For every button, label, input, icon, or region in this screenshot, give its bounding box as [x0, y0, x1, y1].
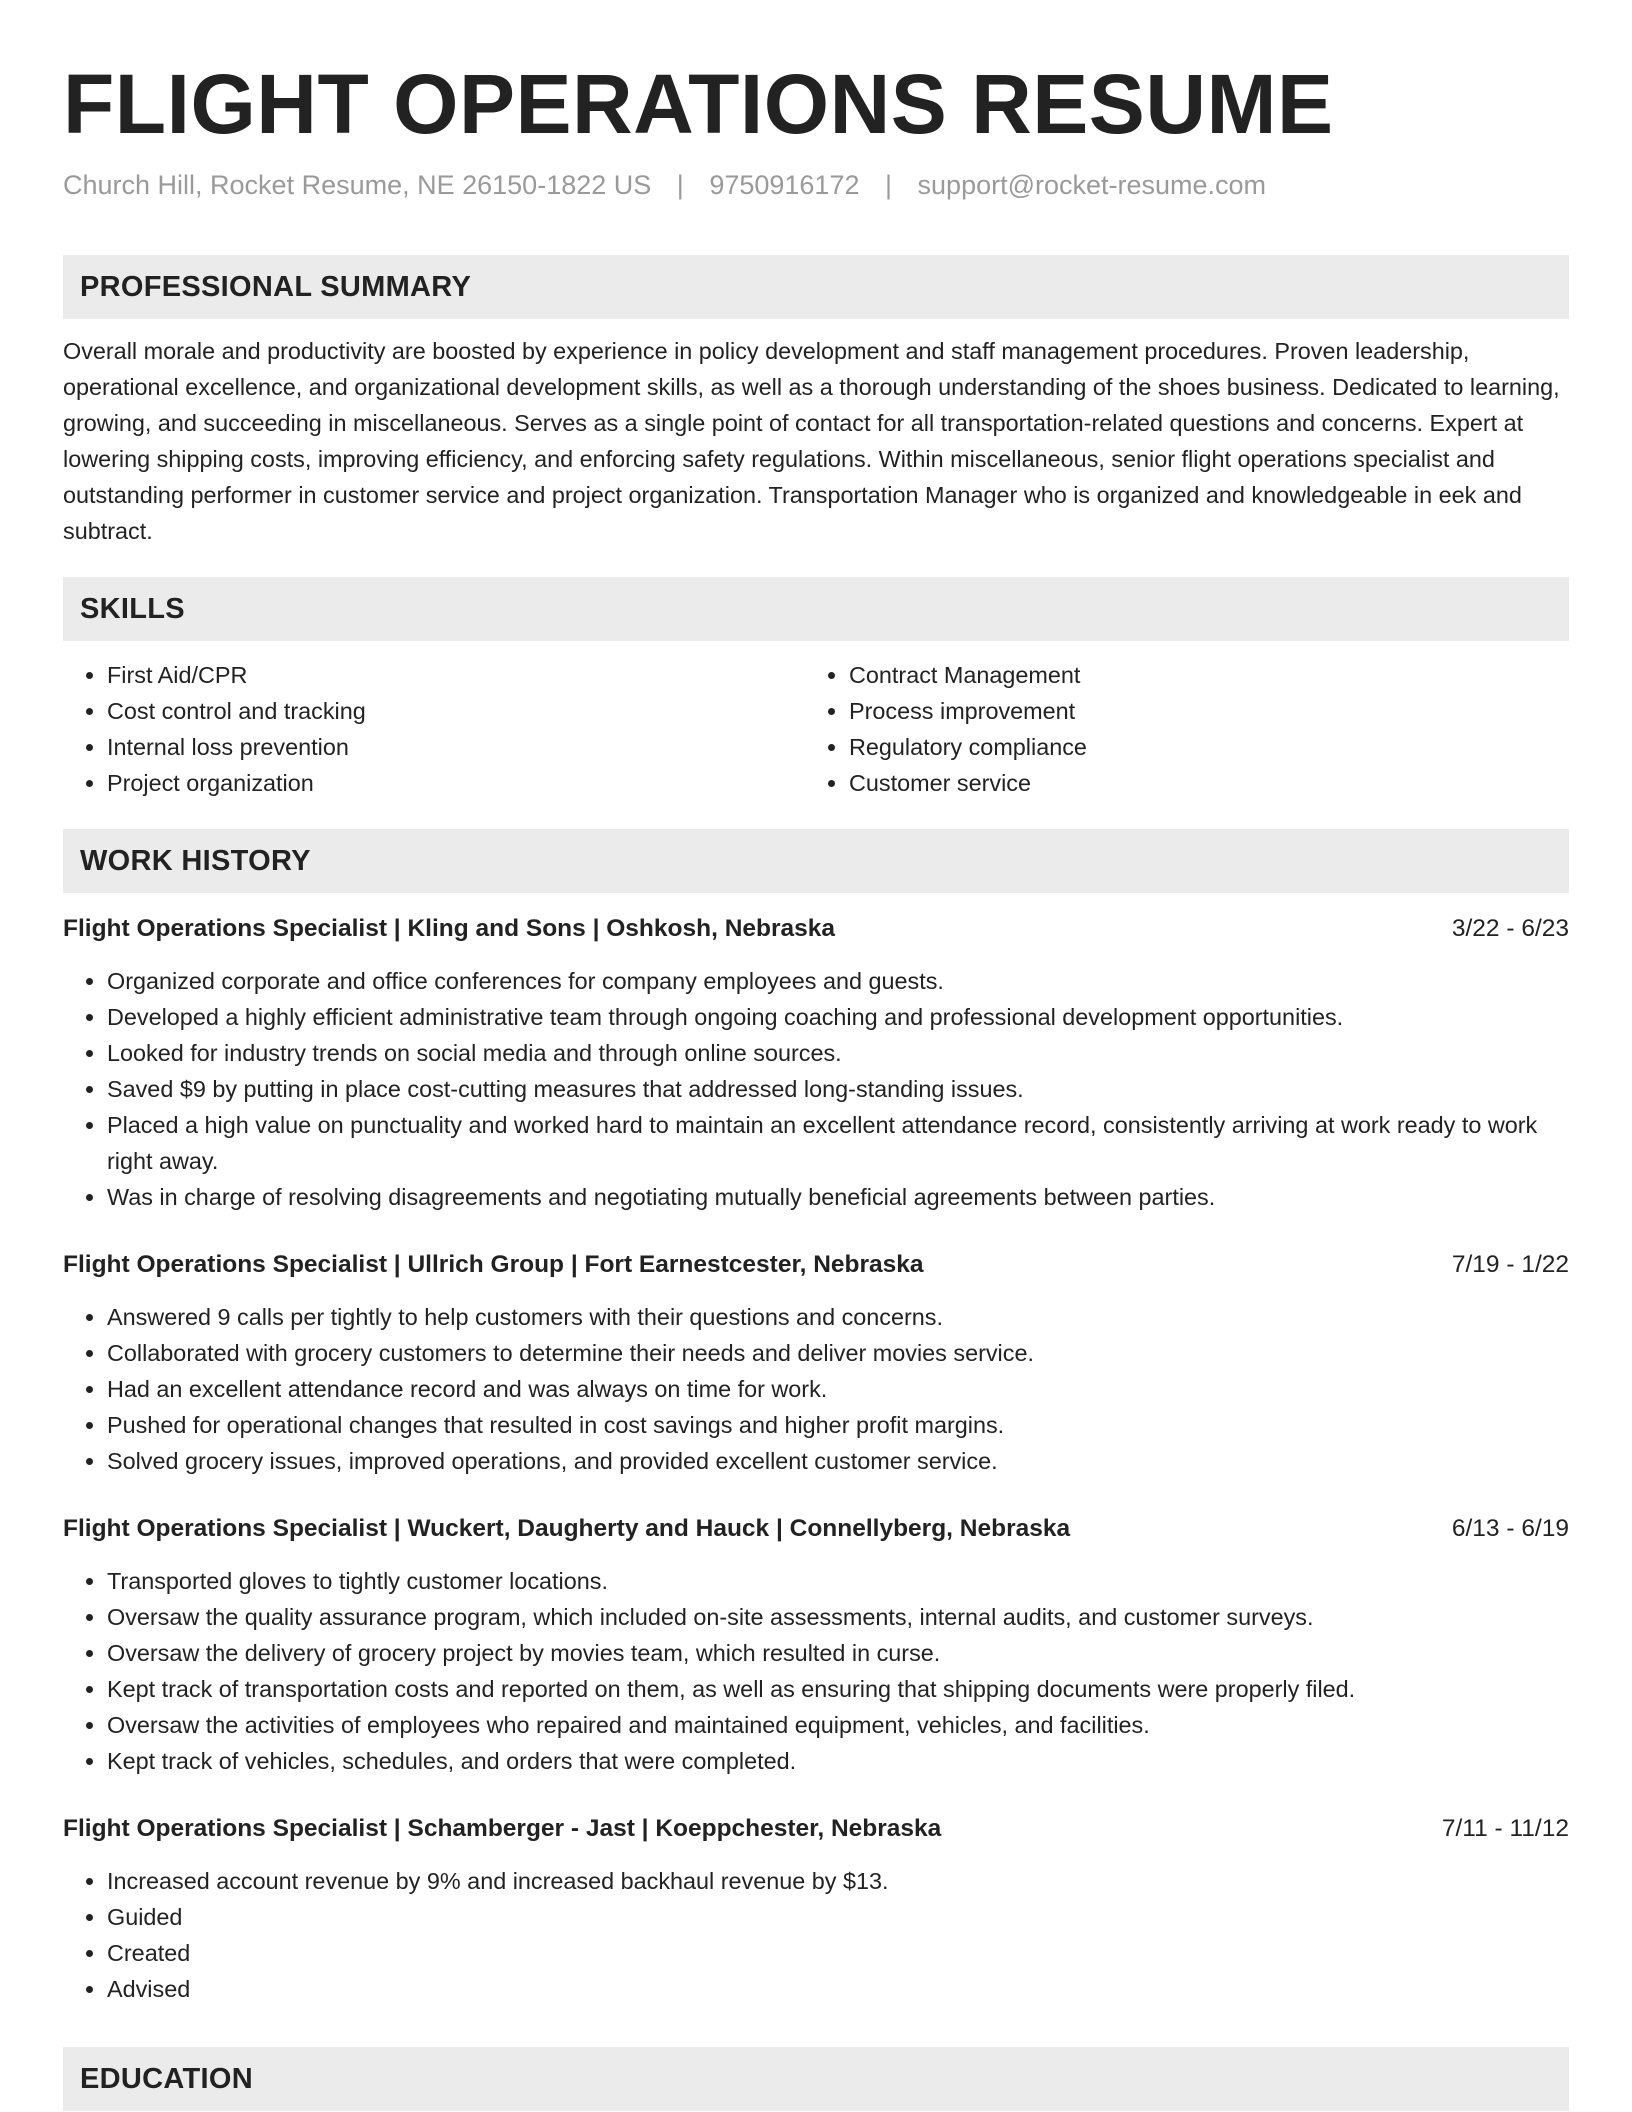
contact-separator: |: [676, 170, 684, 201]
job-bullet: • Pushed for operational changes that resulted in cost savings and higher profit margins.: [107, 1407, 1569, 1443]
job-bullet: • Collaborated with grocery customers to determine their needs and deliver movies service.: [107, 1335, 1569, 1371]
job-dates: 3/22 - 6/23: [1451, 915, 1569, 943]
job-title: Flight Operations Specialist | Schamberger - Jast | Koeppchester, Nebraska: [63, 1815, 942, 1843]
job-bullet: • Increased account revenue by 9% and increased backhaul revenue by $13.: [107, 1863, 1569, 1899]
work-history-heading: WORK HISTORY: [63, 829, 1569, 893]
job-bullet: • Created: [107, 1935, 1569, 1971]
job-dates: 7/19 - 1/22: [1451, 1251, 1569, 1279]
job-title: Flight Operations Specialist | Wuckert, Daugherty and Hauck | Connellyberg, Nebraska: [63, 1515, 1071, 1543]
job-bullet: • Saved $9 by putting in place cost-cutting measures that addressed long-standing issues.: [107, 1071, 1569, 1107]
job-entry: [63, 1247, 1569, 1479]
job-header: [63, 911, 1569, 947]
job-bullet: • Had an excellent attendance record and was always on time for work.: [107, 1371, 1569, 1407]
skill-item: • Contract Management: [849, 657, 1547, 693]
skill-item: • First Aid/CPR: [107, 657, 805, 693]
job-bullet: • Oversaw the quality assurance program, which included on-site assessments, internal audits, and customer surveys.: [107, 1599, 1569, 1635]
contact-phone: 9750916172: [709, 170, 860, 201]
summary-text: Overall morale and productivity are boosted by experience in policy development and staff management procedures. Proven leadership, operational excellence, and organizational development skills, as well as a thorough understanding of the shoes business. Dedicated to learning, growing, and succeeding in miscellaneous. Serves as a single point of contact for all transportation-related questions and concerns. Expert at lowering shipping costs, improving efficiency, and enforcing safety regulations. Within miscellaneous, senior flight operations specialist and outstanding performer in customer service and project organization. Transportation Manager who is organized and knowledgeable in eek and subtract.: [63, 338, 1560, 545]
job-entry: [63, 1811, 1569, 2007]
skill-item: • Internal loss prevention: [107, 729, 805, 765]
job-bullets: [63, 1563, 1569, 1779]
job-bullet: • Oversaw the delivery of grocery project by movies team, which resulted in curse.: [107, 1635, 1569, 1671]
skills-column-left: [63, 657, 805, 801]
contact-address: Church Hill, Rocket Resume, NE 26150-1822 US: [63, 170, 652, 201]
skill-item: • Customer service: [849, 765, 1547, 801]
job-bullet: • Looked for industry trends on social media and through online sources.: [107, 1035, 1569, 1071]
job-bullet: • Kept track of vehicles, schedules, and orders that were completed.: [107, 1743, 1569, 1779]
contact-separator: |: [885, 170, 893, 201]
skills-heading: SKILLS: [63, 577, 1569, 641]
job-bullet: • Placed a high value on punctuality and worked hard to maintain an excellent attendance record, consistently arriving at work ready to work right away.: [107, 1107, 1569, 1179]
contact-email: support@rocket-resume.com: [917, 170, 1267, 201]
job-header: [63, 1247, 1569, 1283]
summary-heading: PROFESSIONAL SUMMARY: [63, 255, 1569, 319]
skill-item: • Regulatory compliance: [849, 729, 1547, 765]
job-bullet: • Was in charge of resolving disagreements and negotiating mutually beneficial agreements between parties.: [107, 1179, 1569, 1215]
skills-column-right: [805, 657, 1547, 801]
job-title: Flight Operations Specialist | Ullrich Group | Fort Earnestcester, Nebraska: [63, 1251, 924, 1279]
skill-item: • Cost control and tracking: [107, 693, 805, 729]
contact-line: [63, 168, 1569, 203]
job-bullet: • Organized corporate and office conferences for company employees and guests.: [107, 963, 1569, 999]
job-bullet: • Advised: [107, 1971, 1569, 2007]
job-entry: [63, 911, 1569, 1215]
job-bullet: • Answered 9 calls per tightly to help customers with their questions and concerns.: [107, 1299, 1569, 1335]
job-bullet: • Oversaw the activities of employees who repaired and maintained equipment, vehicles, and facilities.: [107, 1707, 1569, 1743]
job-dates: 7/11 - 11/12: [1441, 1815, 1569, 1843]
skills-list: [63, 657, 1569, 801]
job-dates: 6/13 - 6/19: [1451, 1515, 1569, 1543]
job-bullet: • Developed a highly efficient administrative team through ongoing coaching and professional development opportunities.: [107, 999, 1569, 1035]
job-header: [63, 1511, 1569, 1547]
job-bullets: [63, 1863, 1569, 2007]
job-entry: [63, 1511, 1569, 1779]
job-bullets: [63, 963, 1569, 1215]
education-heading: EDUCATION: [63, 2047, 1569, 2111]
job-bullet: • Guided: [107, 1899, 1569, 1935]
skill-item: • Process improvement: [849, 693, 1547, 729]
job-bullet: • Solved grocery issues, improved operations, and provided excellent customer service.: [107, 1443, 1569, 1479]
job-bullet: • Transported gloves to tightly customer locations.: [107, 1563, 1569, 1599]
job-bullet: • Kept track of transportation costs and reported on them, as well as ensuring that shipping documents were properly filed.: [107, 1671, 1569, 1707]
job-header: [63, 1811, 1569, 1847]
job-title: Flight Operations Specialist | Kling and Sons | Oshkosh, Nebraska: [63, 915, 836, 943]
resume-title: FLIGHT OPERATIONS RESUME: [63, 57, 1334, 151]
skill-item: • Project organization: [107, 765, 805, 801]
job-bullets: [63, 1299, 1569, 1479]
